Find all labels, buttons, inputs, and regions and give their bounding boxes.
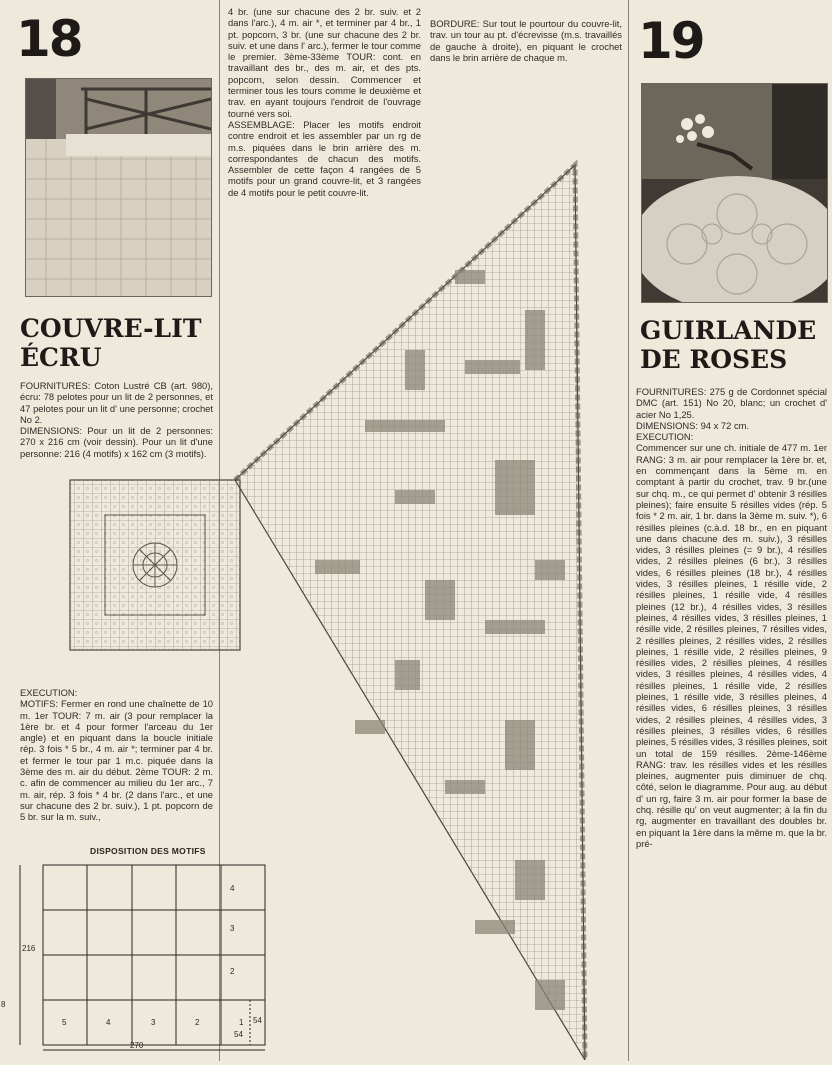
crochet-chart-svg bbox=[65, 160, 590, 1060]
diagram-col-label-1: 1 bbox=[239, 1018, 244, 1027]
motifs-continuation: 4 br. (une sur chacune des 2 br. suiv. et 2 dans l'arc.), 4 m. air *, et terminer par 4 br., 1 pt. popcorn, 3 br. (une sur chacune des 2 br. suiv. et une dans l' arc.), fermer le tour comme le premier. 3ème-33ème TOUR: cont. en travaillant des br., des m. air, et des pts. popcorn, selon dessin. Commencer et terminer tous les tours comme le deuxième et trav. en ayant toujours l'endroit de l'ouvrage tourné vers soi. bbox=[228, 6, 421, 119]
doily-dimensions: DIMENSIONS: 94 x 72 cm. bbox=[636, 419, 750, 431]
bedspread-title-line1: COUVRE-LIT bbox=[20, 314, 202, 343]
doily-title bbox=[640, 316, 816, 374]
pattern-number-19: 19 bbox=[638, 12, 704, 70]
diagram-dim-small-v: 54 bbox=[253, 1016, 262, 1025]
diagram-row-label-2: 2 bbox=[230, 967, 235, 976]
diagram-title: DISPOSITION DES MOTIFS bbox=[90, 846, 206, 856]
doily-execution-text: Commencer sur une ch. initiale de 477 m. 1er RANG: 3 m. air pour remplacer la 1ère br. et, en commençant dans la 5ème m. en comptant à partir du crochet, trav. 9 br.(une sur chq. m., ce qui permet d' obtenir 3 résilles pleines); faire ensuite 5 résilles vides (rép. 5 fois * 2 m. air, 1 br. dans la 3ème m. suiv. *), 6 résilles pleines (c.à.d. 18 br., en en piquant une dans chacune des m. suiv.), 3 résilles vides, 3 résilles pleines (= 9 br.), 4 résilles vides, 2 résilles pleines (6 br.), 3 résilles vides, 6 résilles pleines (18 br.), 4 résilles vides, 3 résilles pleines, 1 résille vide, 2 résilles pleines, 1 résille vide, 4 résilles pleines (12 br.), 4 résilles vides, 3 résilles pleines, 4 résilles vides, 3 résilles pleines, 1 résille vide, 2 résilles pleines, 7 résilles vides, 2 résilles pleines, 2 résilles vides, 2 résilles pleines, 1 résille vide, 2 résilles pleines, 9 résilles vides, 2 résilles pleines, 4 résilles vides, 3 résilles pleines, 4 résilles vides, 4 résilles pleines, 1 résille vide, 2 résilles pleines, 1 résille vide, 3 résilles pleines, 4 résilles vides, 6 résilles pleines, 3 résilles vides, 2 résilles pleines, 4 résilles vides, 3 résilles pleines, 3 résilles vides, 6 résilles pleines, 5 résilles vides, 3 résilles pleines, soit un total de 159 résilles. 2ème-146ème RANG: trav. les résilles vides et les résilles pleines, augmenter puis diminuer de chq. côté, selon le diagramme. Pour aug. au début d' un rg, faire 3 m. air pour former la base de chq. résille qu' on veut augmenter; à la fin du rg, augmenter en travaillant des doubles br. en piquant la 1ère dans la même m. que la br. pré- bbox=[636, 442, 827, 849]
doily-fournitures: FOURNITURES: 275 g de Cordonnet spécial DMC (art. 151) No 20, blanc; un crochet d' acier No 1,25. bbox=[636, 386, 827, 420]
crochet-chart bbox=[65, 160, 590, 1060]
diagram-col-label-5: 5 bbox=[62, 1018, 67, 1027]
doily-title-line2: DE ROSES bbox=[640, 345, 788, 374]
assemblage-text: ASSEMBLAGE: Placer les motifs endroit contre endroit et les assembler par un rg de m.s. piquées dans le brin arrière des m. correspondantes de chacun des motifs. Assembler de cette façon 4 rangées de 5 motifs pour un grand couvre-lit, et 3 rangées de 4 motifs pour le petit couvre-lit. bbox=[228, 118, 421, 198]
diagram-dim-width: 270 bbox=[130, 1041, 144, 1050]
doily-title-line1: GUIRLANDE bbox=[640, 316, 817, 345]
doily-image bbox=[642, 84, 827, 302]
pattern-number-18: 18 bbox=[16, 10, 82, 68]
bedspread-fournitures: FOURNITURES: Coton Lustré CB (art. 980), écru: 78 pelotes pour un lit de 2 personnes, et 47 pelotes pour un lit d' une personne; crochet No 2. bbox=[20, 380, 213, 425]
page-number: 8 bbox=[1, 1000, 6, 1009]
diagram-col-label-2: 2 bbox=[195, 1018, 200, 1027]
bedspread-execution-heading: EXECUTION: bbox=[20, 687, 78, 698]
doily-text bbox=[636, 386, 827, 849]
column-divider-right bbox=[628, 0, 629, 1061]
diagram-col-label-4: 4 bbox=[106, 1018, 111, 1027]
bedspread-motifs-text: MOTIFS: Fermer en rond une chaînette de 10 m. 1er TOUR: 7 m. air (3 pour remplacer la 1ère br. et 4 pour former l'arceau du 1er angle) et en piquant dans la boucle initiale rép. 3 fois * 5 br., 4 m. air *; terminer par 4 br. et fermer le tour par 1 m.c. piquée dans la 3ème des m. air du début. 2ème TOUR: 2 m. c. afin de commencer au milieu du 1er arc., 7 m. air, rép. 3 fois * 4 br. (2 dans l'arc., et une sur chacune des 2 br. suiv.), 1 pt. popcorn de 5 br. sur la m. suiv., bbox=[20, 698, 213, 823]
diagram-row-label-4: 4 bbox=[230, 884, 235, 893]
bedspread-title-line2: ÉCRU bbox=[20, 343, 102, 372]
doily-photo bbox=[641, 83, 828, 303]
diagram-dim-small-h: 54 bbox=[234, 1030, 243, 1039]
bordure-text: BORDURE: Sur tout le pourtour du couvre-lit, trav. un tour au pt. d'écrevisse (m.s. travaillés de gauche à droite), en piquant le crochet dans le brin arrière de chaque m. bbox=[430, 18, 622, 63]
doily-execution-heading: EXECUTION: bbox=[636, 431, 694, 443]
diagram-col-label-3: 3 bbox=[151, 1018, 156, 1027]
diagram-row-label-3: 3 bbox=[230, 924, 235, 933]
diagram-dim-height: 216 bbox=[22, 944, 36, 953]
bedspread-dimensions: DIMENSIONS: Pour un lit de 2 personnes: 270 x 216 cm (voir dessin). Pour un lit d'une personne: 216 (4 motifs) x 162 cm (3 motifs). bbox=[20, 425, 213, 459]
